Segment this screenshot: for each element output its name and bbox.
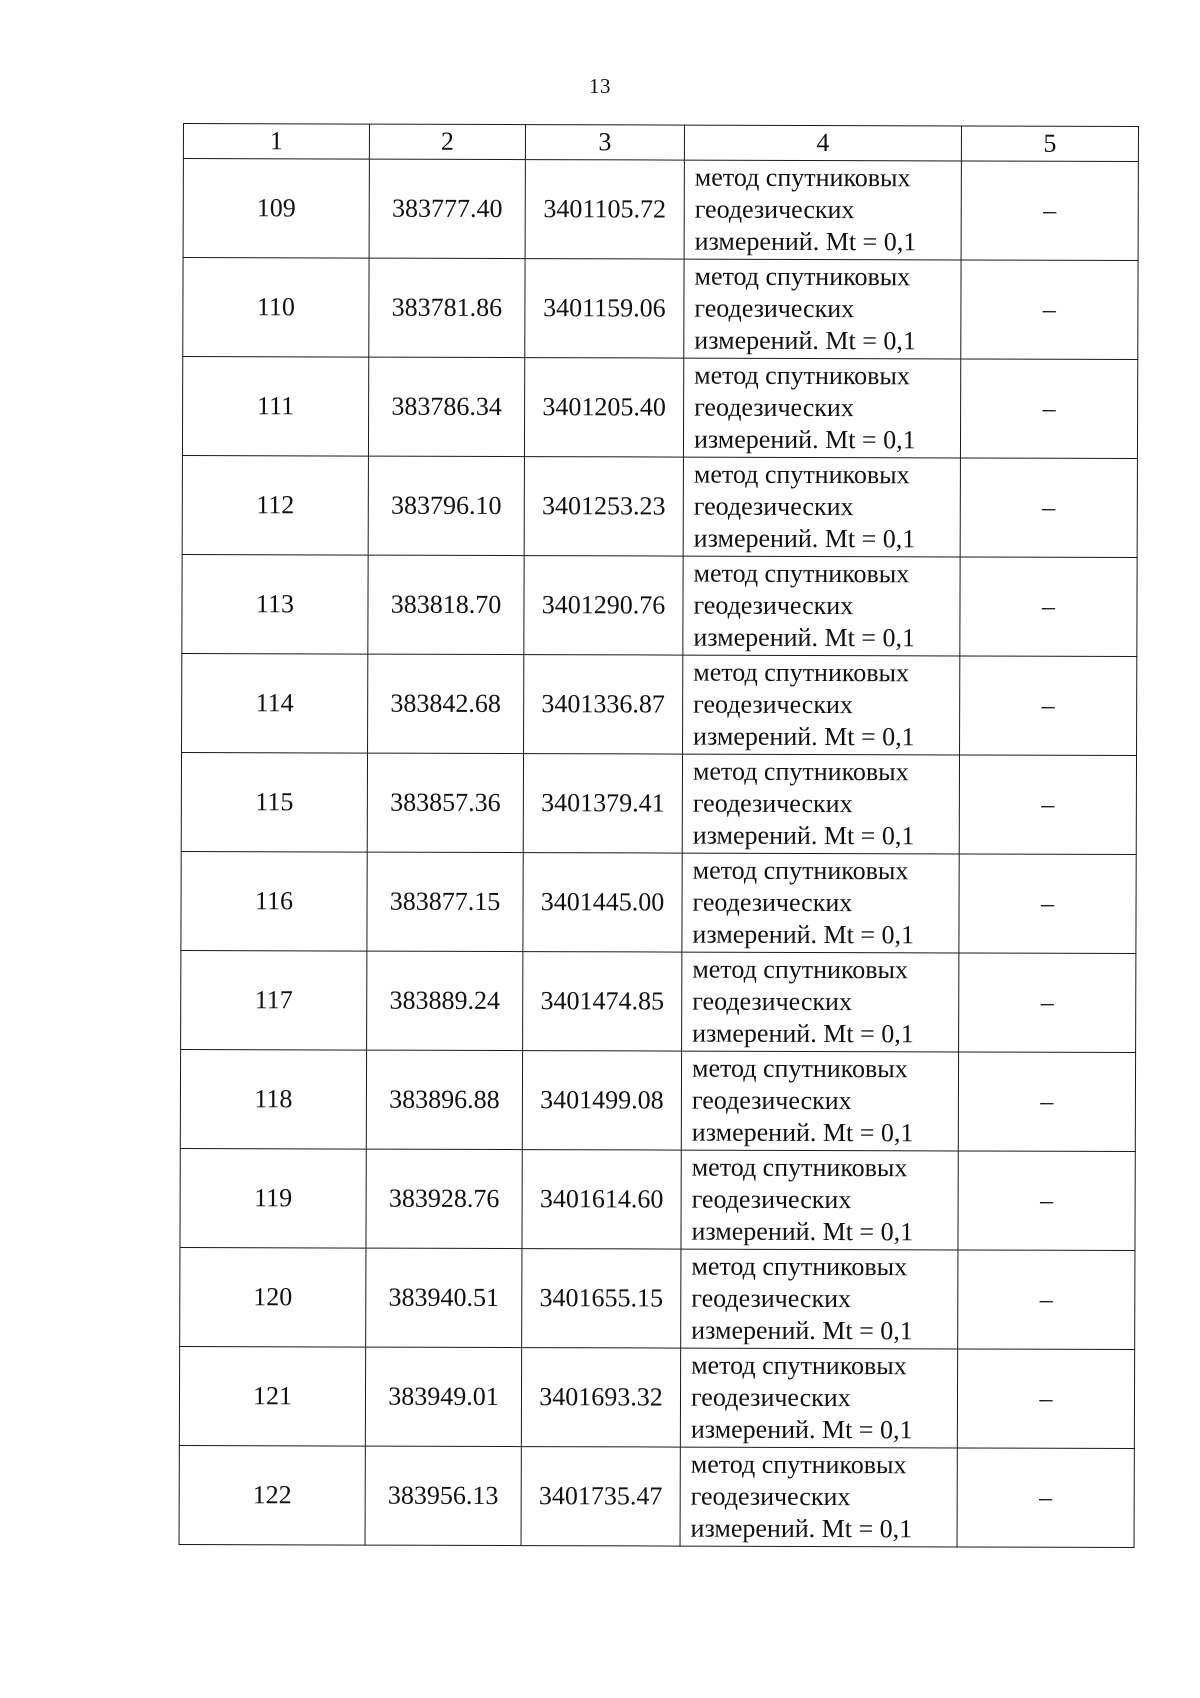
method-line: измерений. Mt = 0,1 xyxy=(690,1513,913,1544)
method-line: метод спутниковых xyxy=(690,1449,907,1480)
method-line: измерений. Mt = 0,1 xyxy=(692,1018,914,1049)
method-line: измерений. Mt = 0,1 xyxy=(693,523,916,554)
column-5-cell: – xyxy=(959,953,1136,1053)
table-body xyxy=(179,159,1138,1548)
method-line: метод спутниковых xyxy=(693,558,910,589)
method-line: измерений. Mt = 0,1 xyxy=(690,1414,913,1445)
y-coordinate-cell: 3401253.23 xyxy=(524,457,683,556)
point-number-cell: 112 xyxy=(182,455,368,555)
column-header-2: 2 xyxy=(369,124,525,159)
table-row xyxy=(183,258,1138,360)
x-coordinate-cell: 383796.10 xyxy=(368,456,524,555)
method-line: геодезических xyxy=(693,590,854,621)
column-5-cell: – xyxy=(957,1448,1134,1548)
method-cell xyxy=(682,952,959,1052)
method-line: геодезических xyxy=(693,491,854,522)
point-number-cell: 119 xyxy=(180,1148,366,1248)
method-line: геодезических xyxy=(692,887,853,918)
method-line: геодезических xyxy=(694,293,855,324)
method-line: метод спутниковых xyxy=(694,162,911,193)
point-number-cell: 110 xyxy=(183,258,369,358)
method-line: геодезических xyxy=(691,1085,852,1116)
point-number-cell: 120 xyxy=(180,1247,366,1347)
coordinates-table xyxy=(179,123,1139,1548)
x-coordinate-cell: 383949.01 xyxy=(365,1347,521,1446)
method-line: метод спутниковых xyxy=(691,1152,908,1183)
table-row xyxy=(183,159,1138,261)
y-coordinate-cell: 3401655.15 xyxy=(522,1249,681,1348)
method-line: измерений. Mt = 0,1 xyxy=(694,325,916,356)
y-coordinate-cell: 3401159.06 xyxy=(525,259,684,358)
column-5-cell: – xyxy=(960,458,1137,558)
y-coordinate-cell: 3401336.87 xyxy=(524,655,683,754)
y-coordinate-cell: 3401379.41 xyxy=(523,754,682,853)
method-line: геодезических xyxy=(694,194,855,225)
x-coordinate-cell: 383889.24 xyxy=(367,951,523,1050)
y-coordinate-cell: 3401693.32 xyxy=(521,1348,680,1447)
point-number-cell: 114 xyxy=(182,653,368,753)
point-number-cell: 113 xyxy=(182,554,368,654)
method-cell xyxy=(680,1447,957,1547)
method-line: геодезических xyxy=(691,1184,852,1215)
method-cell xyxy=(684,259,961,359)
column-5-cell: – xyxy=(961,161,1138,261)
point-number-cell: 117 xyxy=(181,950,367,1050)
column-5-cell: – xyxy=(960,359,1137,459)
y-coordinate-cell: 3401735.47 xyxy=(521,1447,680,1546)
method-line: метод спутниковых xyxy=(691,1053,908,1084)
table-row xyxy=(180,1148,1135,1250)
column-5-cell: – xyxy=(960,656,1137,756)
column-5-cell: – xyxy=(959,755,1136,855)
x-coordinate-cell: 383777.40 xyxy=(369,159,525,258)
x-coordinate-cell: 383857.36 xyxy=(367,753,523,852)
method-line: измерений. Mt = 0,1 xyxy=(691,1315,913,1346)
column-5-cell: – xyxy=(959,854,1136,954)
column-header-3: 3 xyxy=(525,125,684,160)
point-number-cell: 122 xyxy=(179,1445,365,1545)
point-number-cell: 111 xyxy=(182,357,368,457)
method-line: метод спутниковых xyxy=(693,657,910,688)
method-line: геодезических xyxy=(690,1382,851,1413)
method-cell xyxy=(682,754,959,854)
method-line: геодезических xyxy=(691,1283,852,1314)
method-cell xyxy=(681,1051,958,1151)
column-header-5: 5 xyxy=(961,126,1138,162)
method-line: геодезических xyxy=(690,1481,851,1512)
method-line: измерений. Mt = 0,1 xyxy=(692,820,915,851)
column-5-cell: – xyxy=(961,260,1138,360)
y-coordinate-cell: 3401445.00 xyxy=(523,853,682,952)
method-line: метод спутниковых xyxy=(694,360,910,391)
method-line: измерений. Mt = 0,1 xyxy=(693,424,916,455)
method-line: геодезических xyxy=(692,986,853,1017)
method-line: измерений. Mt = 0,1 xyxy=(692,919,915,950)
point-number-cell: 118 xyxy=(180,1049,366,1149)
method-line: геодезических xyxy=(693,689,853,720)
x-coordinate-cell: 383786.34 xyxy=(368,357,524,456)
method-cell xyxy=(683,655,960,755)
point-number-cell: 121 xyxy=(179,1346,365,1446)
method-line: метод спутниковых xyxy=(692,855,909,886)
method-line: метод спутниковых xyxy=(692,756,909,787)
column-5-cell: – xyxy=(957,1349,1134,1449)
table-row xyxy=(180,1247,1135,1349)
y-coordinate-cell: 3401205.40 xyxy=(524,358,683,457)
method-line: метод спутниковых xyxy=(691,1350,907,1381)
table-row xyxy=(180,1049,1135,1151)
y-coordinate-cell: 3401499.08 xyxy=(522,1051,681,1150)
table-row xyxy=(182,554,1137,656)
method-line: измерений. Mt = 0,1 xyxy=(693,721,915,752)
method-line: геодезических xyxy=(692,788,853,819)
method-line: метод спутниковых xyxy=(692,954,909,985)
y-coordinate-cell: 3401474.85 xyxy=(523,952,682,1051)
column-header-4: 4 xyxy=(684,125,961,161)
table-row xyxy=(182,455,1137,557)
method-line: геодезических xyxy=(694,392,854,423)
method-line: измерений. Mt = 0,1 xyxy=(693,622,916,653)
method-cell xyxy=(683,358,960,458)
method-line: измерений. Mt = 0,1 xyxy=(691,1216,914,1247)
column-header-1: 1 xyxy=(183,124,369,160)
method-cell xyxy=(682,853,959,953)
method-cell xyxy=(684,160,961,260)
table-row xyxy=(181,752,1136,854)
column-5-cell: – xyxy=(958,1250,1135,1350)
y-coordinate-cell: 3401105.72 xyxy=(525,160,684,259)
x-coordinate-cell: 383928.76 xyxy=(366,1149,522,1248)
method-cell xyxy=(681,1150,958,1250)
method-line: метод спутниковых xyxy=(693,459,910,490)
table-row xyxy=(179,1346,1134,1448)
y-coordinate-cell: 3401290.76 xyxy=(524,556,683,655)
method-cell xyxy=(680,1348,957,1448)
column-5-cell: – xyxy=(958,1052,1135,1152)
method-line: измерений. Mt = 0,1 xyxy=(691,1117,914,1148)
table-row xyxy=(182,357,1137,459)
x-coordinate-cell: 383781.86 xyxy=(369,258,525,357)
point-number-cell: 116 xyxy=(181,851,367,951)
table-row xyxy=(181,851,1136,953)
point-number-cell: 115 xyxy=(181,752,367,852)
x-coordinate-cell: 383842.68 xyxy=(368,654,524,753)
table-header-row xyxy=(183,124,1138,162)
column-5-cell: – xyxy=(960,557,1137,657)
method-line: измерений. Mt = 0,1 xyxy=(694,226,917,257)
method-cell xyxy=(681,1249,958,1349)
table-row xyxy=(181,950,1136,1052)
method-line: метод спутниковых xyxy=(694,261,911,292)
y-coordinate-cell: 3401614.60 xyxy=(522,1150,681,1249)
table-row xyxy=(182,653,1137,755)
method-cell xyxy=(683,556,960,656)
x-coordinate-cell: 383877.15 xyxy=(367,852,523,951)
table-row xyxy=(179,1445,1134,1547)
method-line: метод спутниковых xyxy=(691,1251,908,1282)
page-number: 13 xyxy=(589,74,611,98)
x-coordinate-cell: 383956.13 xyxy=(365,1446,521,1545)
point-number-cell: 109 xyxy=(183,159,369,259)
x-coordinate-cell: 383818.70 xyxy=(368,555,524,654)
method-cell xyxy=(683,457,960,557)
x-coordinate-cell: 383940.51 xyxy=(366,1248,522,1347)
x-coordinate-cell: 383896.88 xyxy=(366,1050,522,1149)
column-5-cell: – xyxy=(958,1151,1135,1251)
